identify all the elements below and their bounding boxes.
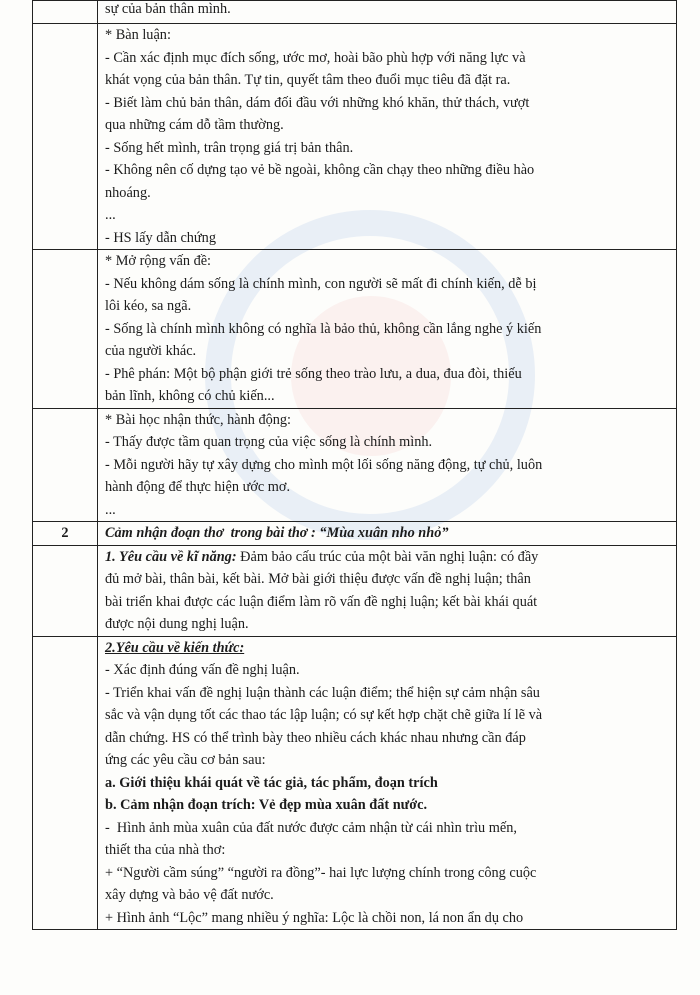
table-row (33, 408, 677, 522)
text-line: nhoáng. (105, 184, 151, 201)
answer-content-cell (98, 250, 677, 409)
text-line: - HS lấy dẫn chứng (105, 229, 216, 246)
text-line: - Sống là chính mình không có nghĩa là bảo thủ, không cần lắng nghe ý kiến (105, 320, 542, 337)
answer-content-cell (98, 1, 677, 24)
knowledge-requirement-label: 2.Yêu cầu về kiến thức: (105, 639, 245, 656)
text-line: khát vọng của bản thân. Tự tin, quyết tâm theo đuổi mục tiêu đã đặt ra. (105, 72, 511, 88)
text-line: đủ mở bài, thân bài, kết bài. Mở bài giới thiệu được vấn đề nghị luận; thân (105, 571, 531, 587)
question-number-cell (33, 408, 98, 522)
text-line: - Triển khai vấn đề nghị luận thành các luận điểm; thể hiện sự cảm nhận sâu (105, 684, 540, 701)
text-line: được nội dung nghị luận. (105, 616, 249, 632)
table-row (33, 24, 677, 250)
section-heading: * Bàn luận: (105, 27, 171, 43)
answer-content-cell (98, 408, 677, 522)
text-line: - Nếu không dám sống là chính mình, con người sẽ mất đi chính kiến, dễ bị (105, 275, 537, 292)
text-fragment: Đảm bảo cấu trúc của một bài văn nghị luận: có đầy (236, 548, 539, 565)
answer-content-cell (98, 522, 677, 546)
answer-content-cell (98, 636, 677, 930)
question-number-cell (33, 1, 98, 24)
text-line: ... (105, 501, 116, 518)
section-heading: * Mở rộng vấn đề: (105, 253, 212, 269)
text-line: sắc và vận dụng tốt các thao tác lập luận; có sự kết hợp chặt chẽ giữa lí lẽ và (105, 707, 543, 723)
text-line: - Xác định đúng vấn đề nghị luận. (105, 662, 300, 678)
skill-requirement-label: 1. Yêu cầu về kĩ năng: (105, 548, 237, 565)
text-line: qua những cám dỗ tầm thường. (105, 117, 284, 133)
text-line: - Cần xác định mục đích sống, ước mơ, hoài bão phù hợp với năng lực và (105, 49, 526, 66)
text-line: - Không nên cố dựng tạo vẻ bề ngoài, không cần chạy theo những điều hào (105, 162, 535, 178)
text-line: - Thấy được tầm quan trọng của việc sống là chính mình. (105, 434, 433, 450)
answer-key-table (32, 0, 677, 930)
question-number-cell: 2 (33, 522, 98, 546)
table-row (33, 250, 677, 409)
text-line: - Biết làm chủ bản thân, dám đối đầu với những khó khăn, thử thách, vượt (105, 94, 530, 111)
text-line: + “Người cầm súng” “người ra đồng”- hai lực lượng chính trong công cuộc (105, 864, 537, 881)
text-line: - Phê phán: Một bộ phận giới trẻ sống theo trào lưu, a dua, đua đòi, thiếu (105, 365, 522, 382)
text-line: lôi kéo, sa ngã. (105, 298, 192, 314)
table-row (33, 636, 677, 930)
question-number-cell (33, 24, 98, 250)
question-number-cell (33, 250, 98, 409)
answer-content-cell (98, 24, 677, 250)
text-line: xây dựng và bảo vệ đất nước. (105, 887, 274, 903)
text-line: thiết tha của nhà thơ: (105, 842, 226, 858)
text-line: dẫn chứng. HS có thể trình bày theo nhiều cách khác nhau nhưng cần đáp (105, 729, 526, 746)
text-line: ... (105, 207, 116, 223)
question-number-cell (33, 545, 98, 636)
text-line (105, 546, 670, 569)
question-number-cell (33, 636, 98, 930)
table-row (33, 545, 677, 636)
table-row (33, 522, 677, 546)
text-line: - Sống hết mình, trân trọng giá trị bản thân. (105, 139, 354, 156)
text-line: + Hình ảnh “Lộc” mang nhiều ý nghĩa: Lộc là chồi non, lá non ẩn dụ cho (105, 909, 524, 926)
text-line: hành động để thực hiện ước mơ. (105, 479, 291, 495)
text-line: - Hình ảnh mùa xuân của đất nước được cảm nhận từ cái nhìn trìu mến, (105, 819, 517, 836)
text-line: ứng các yêu cầu cơ bản sau: (105, 752, 266, 768)
text-line: bài triển khai được các luận điểm làm rõ vấn đề nghị luận; kết bài khái quát (105, 593, 538, 610)
point-a-heading: a. Giới thiệu khái quát về tác giả, tác phẩm, đoạn trích (105, 774, 438, 791)
point-b-heading: b. Cảm nhận đoạn trích: Vẻ đẹp mùa xuân đất nước. (105, 797, 428, 813)
text-line: bản lĩnh, không có chủ kiến... (105, 388, 275, 404)
text-line: của người khác. (105, 343, 197, 359)
question-heading: Cảm nhận đoạn thơ trong bài thơ : “Mùa xuân nho nhỏ” (105, 525, 449, 541)
text-line: - Mỗi người hãy tự xây dựng cho mình một lối sống năng động, tự chủ, luôn (105, 456, 543, 473)
section-heading: * Bài học nhận thức, hành động: (105, 411, 292, 428)
text-line: sự của bản thân mình. (105, 1, 231, 17)
answer-content-cell (98, 545, 677, 636)
table-row (33, 1, 677, 24)
